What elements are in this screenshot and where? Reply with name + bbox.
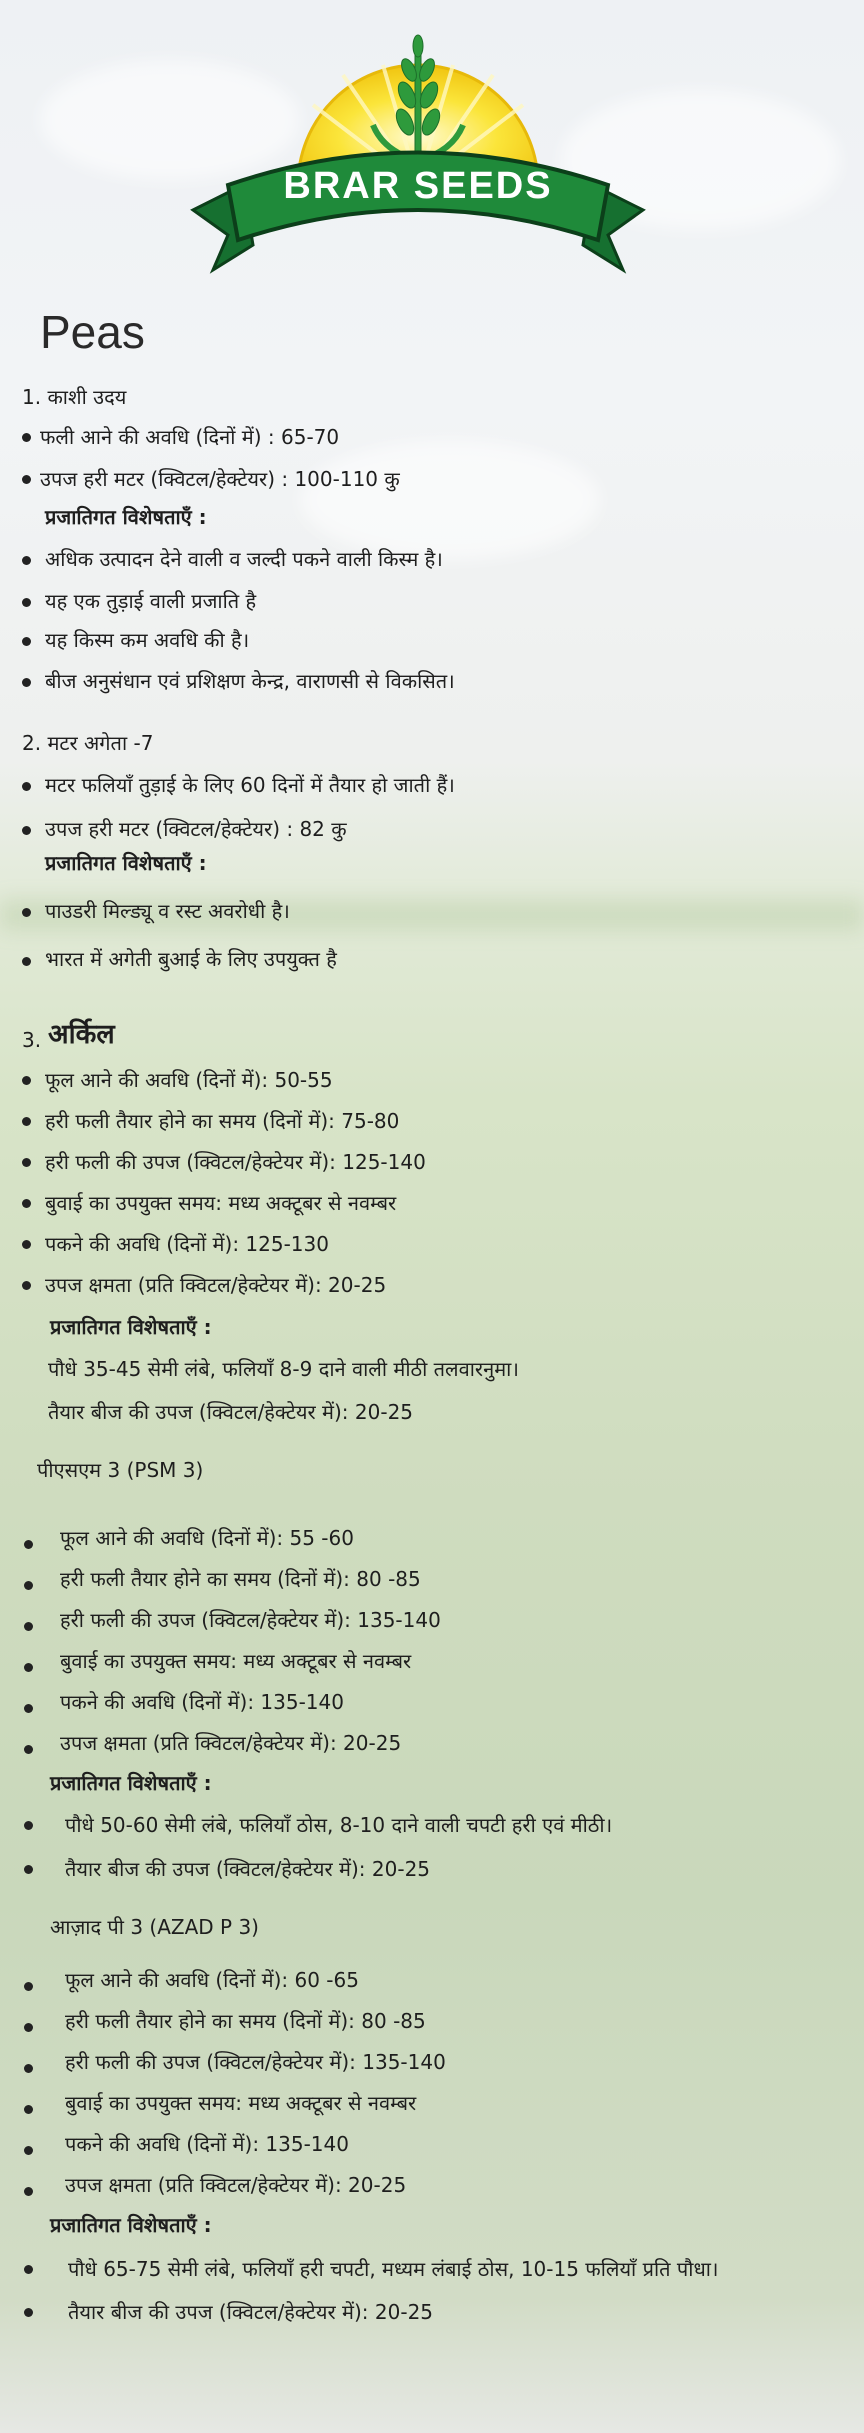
list-item: हरी फली की उपज (क्विटल/हेक्टेयर में): 135-140: [60, 1608, 441, 1632]
trait-item: बीज अनुसंधान एवं प्रशिक्षण केन्द्र, वाराणसी से विकसित।: [45, 669, 455, 693]
trait-item: पाउडरी मिल्ड्यू व रस्ट अवरोधी है।: [45, 899, 290, 923]
bullet-icon: [22, 1240, 31, 1249]
trait-item: तैयार बीज की उपज (क्विटल/हेक्टेयर में): 20-25: [65, 1857, 431, 1881]
bullet-icon: [22, 1158, 31, 1167]
bullet-icon: [22, 1076, 31, 1085]
trait-item: तैयार बीज की उपज (क्विटल/हेक्टेयर में): 20-25: [68, 2300, 434, 2324]
traits-label: प्रजातिगत विशेषताएँ :: [50, 2213, 212, 2237]
bullet-icon: [24, 1581, 33, 1590]
bullet-icon: [24, 1865, 33, 1874]
bullet-icon: [22, 637, 31, 646]
list-item: हरी फली की उपज (क्विटल/हेक्टेयर में): 135-140: [65, 2050, 446, 2074]
trait-item: अधिक उत्पादन देने वाली व जल्दी पकने वाली किस्म है।: [45, 547, 443, 571]
variety-heading: पीएसएम 3 (PSM 3): [37, 1458, 204, 1482]
list-item: फूल आने की अवधि (दिनों में): 60 -65: [65, 1968, 359, 1992]
list-item: बुवाई का उपयुक्त समय: मध्य अक्टूबर से नवम्बर: [45, 1191, 397, 1215]
variety-heading: 1. काशी उदय: [22, 385, 127, 409]
list-item: हरी फली की उपज (क्विटल/हेक्टेयर में): 125-140: [45, 1150, 426, 1174]
trait-item: यह किस्म कम अवधि की है।: [45, 628, 250, 652]
bullet-icon: [22, 1117, 31, 1126]
list-item: बुवाई का उपयुक्त समय: मध्य अक्टूबर से नवम्बर: [65, 2091, 417, 2115]
variety-heading: 2. मटर अगेता -7: [22, 731, 154, 755]
cloud: [300, 440, 600, 560]
bullet-icon: [24, 2265, 33, 2274]
bullet-icon: [24, 2023, 33, 2032]
brand-name: BRAR SEEDS: [283, 165, 553, 207]
list-item: हरी फली तैयार होने का समय (दिनों में): 80 -85: [65, 2009, 426, 2033]
bullet-icon: [22, 1281, 31, 1290]
trait-item: पौधे 50-60 सेमी लंबे, फलियाँ ठोस, 8-10 दाने वाली चपटी हरी एवं मीठी।: [65, 1813, 613, 1837]
bullet-icon: [22, 598, 31, 607]
bullet-icon: [24, 1622, 33, 1631]
bullet-icon: [24, 2308, 33, 2317]
list-item: उपज क्षमता (प्रति क्विटल/हेक्टेयर में): 20-25: [45, 1273, 387, 1297]
bullet-icon: [24, 1982, 33, 1991]
trait-item: यह एक तुड़ाई वाली प्रजाति है: [45, 589, 257, 613]
bullet-icon: [22, 782, 31, 791]
trait-item: पौधे 65-75 सेमी लंबे, फलियाँ हरी चपटी, मध्यम लंबाई ठोस, 10-15 फलियाँ प्रति पौधा।: [68, 2257, 719, 2281]
traits-label: प्रजातिगत विशेषताएँ :: [45, 851, 207, 875]
trait-item: पौधे 35-45 सेमी लंबे, फलियाँ 8-9 दाने वाली मीठी तलवारनुमा।: [48, 1357, 519, 1381]
bullet-icon: [24, 2146, 33, 2155]
list-item: उपज क्षमता (प्रति क्विटल/हेक्टेयर में): 20-25: [60, 1731, 402, 1755]
bullet-icon: [22, 957, 31, 966]
list-item: फली आने की अवधि (दिनों में) : 65-70: [40, 425, 340, 449]
traits-label: प्रजातिगत विशेषताएँ :: [50, 1315, 212, 1339]
wheat-sun-logo-icon: [183, 10, 653, 290]
trait-item: भारत में अगेती बुआई के लिए उपयुक्त है: [45, 947, 337, 971]
bullet-icon: [24, 1704, 33, 1713]
list-item: उपज हरी मटर (क्विटल/हेक्टेयर) : 100-110 कु: [40, 467, 400, 491]
bullet-icon: [22, 826, 31, 835]
list-item: पकने की अवधि (दिनों में): 135-140: [65, 2132, 349, 2156]
list-item: फूल आने की अवधि (दिनों में): 55 -60: [60, 1526, 354, 1550]
traits-label: प्रजातिगत विशेषताएँ :: [45, 505, 207, 529]
bullet-icon: [22, 475, 31, 484]
brand-logo: [183, 10, 653, 290]
list-item: फूल आने की अवधि (दिनों में): 50-55: [45, 1068, 333, 1092]
bullet-icon: [24, 1821, 33, 1830]
bullet-icon: [22, 556, 31, 565]
list-item: मटर फलियाँ तुड़ाई के लिए 60 दिनों में तैयार हो जाती हैं।: [45, 773, 455, 797]
bullet-icon: [22, 908, 31, 917]
variety-heading: अर्किल: [48, 1019, 115, 1050]
bullet-icon: [22, 1199, 31, 1208]
list-item: बुवाई का उपयुक्त समय: मध्य अक्टूबर से नवम्बर: [60, 1649, 412, 1673]
bullet-icon: [24, 1745, 33, 1754]
variety-heading: आज़ाद पी 3 (AZAD P 3): [50, 1915, 259, 1939]
bullet-icon: [22, 433, 31, 442]
bullet-icon: [24, 2105, 33, 2114]
trait-item: तैयार बीज की उपज (क्विटल/हेक्टेयर में): 20-25: [48, 1400, 414, 1424]
list-item: पकने की अवधि (दिनों में): 135-140: [60, 1690, 344, 1714]
bullet-icon: [24, 2064, 33, 2073]
bullet-icon: [24, 2187, 33, 2196]
page-title: Peas: [40, 306, 145, 358]
list-item: पकने की अवधि (दिनों में): 125-130: [45, 1232, 329, 1256]
list-item: हरी फली तैयार होने का समय (दिनों में): 80 -85: [60, 1567, 421, 1591]
variety-number: 3.: [22, 1028, 42, 1052]
list-item: हरी फली तैयार होने का समय (दिनों में): 75-80: [45, 1109, 400, 1133]
traits-label: प्रजातिगत विशेषताएँ :: [50, 1771, 212, 1795]
bullet-icon: [22, 678, 31, 687]
bullet-icon: [24, 1663, 33, 1672]
list-item: उपज क्षमता (प्रति क्विटल/हेक्टेयर में): 20-25: [65, 2173, 407, 2197]
bullet-icon: [24, 1540, 33, 1549]
list-item: उपज हरी मटर (क्विटल/हेक्टेयर) : 82 कु: [45, 817, 347, 841]
